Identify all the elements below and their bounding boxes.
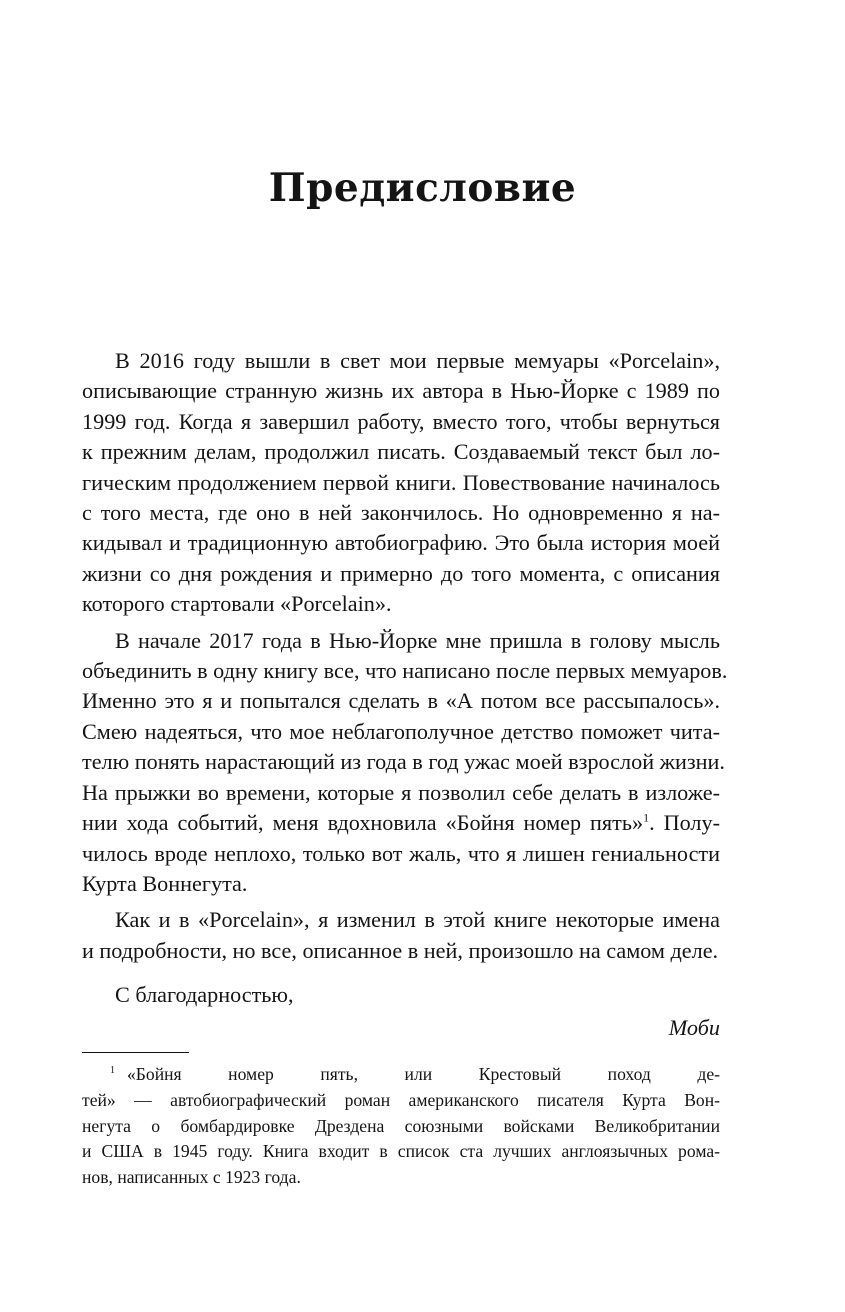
text-line: жизни со дня рождения и примерно до того момента, с описания bbox=[82, 560, 720, 586]
text-line: описывающие странную жизнь их автора в Нью-Йорке с 1989 по bbox=[82, 378, 720, 404]
footnote-divider bbox=[82, 1052, 189, 1053]
text-line: объединить в одну книгу все, что написано после первых мемуаров. bbox=[82, 658, 728, 684]
footnote-line: нов, написанных с 1923 года. bbox=[82, 1167, 301, 1188]
text-line: телю понять нарастающий из года в год ужас моей взрослой жизни. bbox=[82, 749, 725, 775]
text-line: 1999 год. Когда я завершил работу, вместо того, чтобы вернуться bbox=[82, 408, 720, 434]
text-line: Именно это я и попытался сделать в «А потом все рассыпалось». bbox=[82, 688, 720, 714]
text-line: Как и в «Porcelain», я изменил в этой книге некоторые имена bbox=[115, 907, 720, 933]
closing-block bbox=[82, 980, 720, 1043]
paragraph-1 bbox=[82, 346, 720, 620]
text-line: Курта Воннегута. bbox=[82, 870, 248, 896]
footnote-marker: 1 bbox=[110, 1065, 115, 1077]
footnote bbox=[82, 1062, 720, 1191]
text-line: чилось вроде неплохо, только вот жаль, что я лишен гениальности bbox=[82, 840, 720, 866]
paragraph-3 bbox=[82, 905, 720, 966]
footnote-line bbox=[82, 1062, 720, 1088]
text-line: Смею надеяться, что мое неблагополучное детство поможет чита- bbox=[82, 718, 720, 744]
closing-salutation: С благодарностью, bbox=[115, 982, 294, 1008]
footnote-line: и США в 1945 году. Книга входит в список ста лучших англоязычных рома- bbox=[82, 1141, 720, 1162]
text-line-with-footnote bbox=[82, 808, 720, 838]
footnote-reference[interactable]: 1 bbox=[643, 810, 650, 825]
text-line: которого стартовали «Porcelain». bbox=[82, 591, 392, 617]
text-line: кидывал и традиционную автобиографию. Это была история моей bbox=[82, 530, 720, 556]
footnote-line: тей» — автобиографический роман американского писателя Курта Вон- bbox=[82, 1089, 720, 1110]
text-line: В 2016 году вышли в свет мои первые мемуары «Porcelain», bbox=[115, 348, 720, 373]
text-line: На прыжки во времени, которые я позволил себе делать в изложе- bbox=[82, 779, 720, 805]
text-line: В начале 2017 года в Нью-Йорке мне пришла в голову мысль bbox=[115, 627, 720, 653]
text-fragment: нии хода событий, меня вдохновила «Бойня номер пять» bbox=[82, 810, 644, 836]
text-line: и подробности, но все, описанное в ней, произошло на самом деле. bbox=[82, 937, 719, 963]
text-line: к прежним делам, продолжил писать. Создаваемый текст был ло- bbox=[82, 439, 720, 465]
paragraph-2 bbox=[82, 626, 728, 900]
author-signature: Моби bbox=[668, 1014, 720, 1040]
preface-body bbox=[82, 346, 728, 1043]
text-fragment: «Бойня номер пять, или Крестовый поход де- bbox=[127, 1064, 720, 1084]
text-line: гическим продолжением первой книги. Повествование начиналось bbox=[82, 469, 720, 495]
footnote-line: негута о бомбардировке Дрездена союзными войсками Великобритании bbox=[82, 1115, 720, 1136]
chapter-title: Предисловие bbox=[268, 165, 577, 211]
text-line: с того места, где оно в ней закончилось. Но одновременно я на- bbox=[82, 500, 720, 526]
text-fragment: . Полу- bbox=[649, 810, 720, 836]
